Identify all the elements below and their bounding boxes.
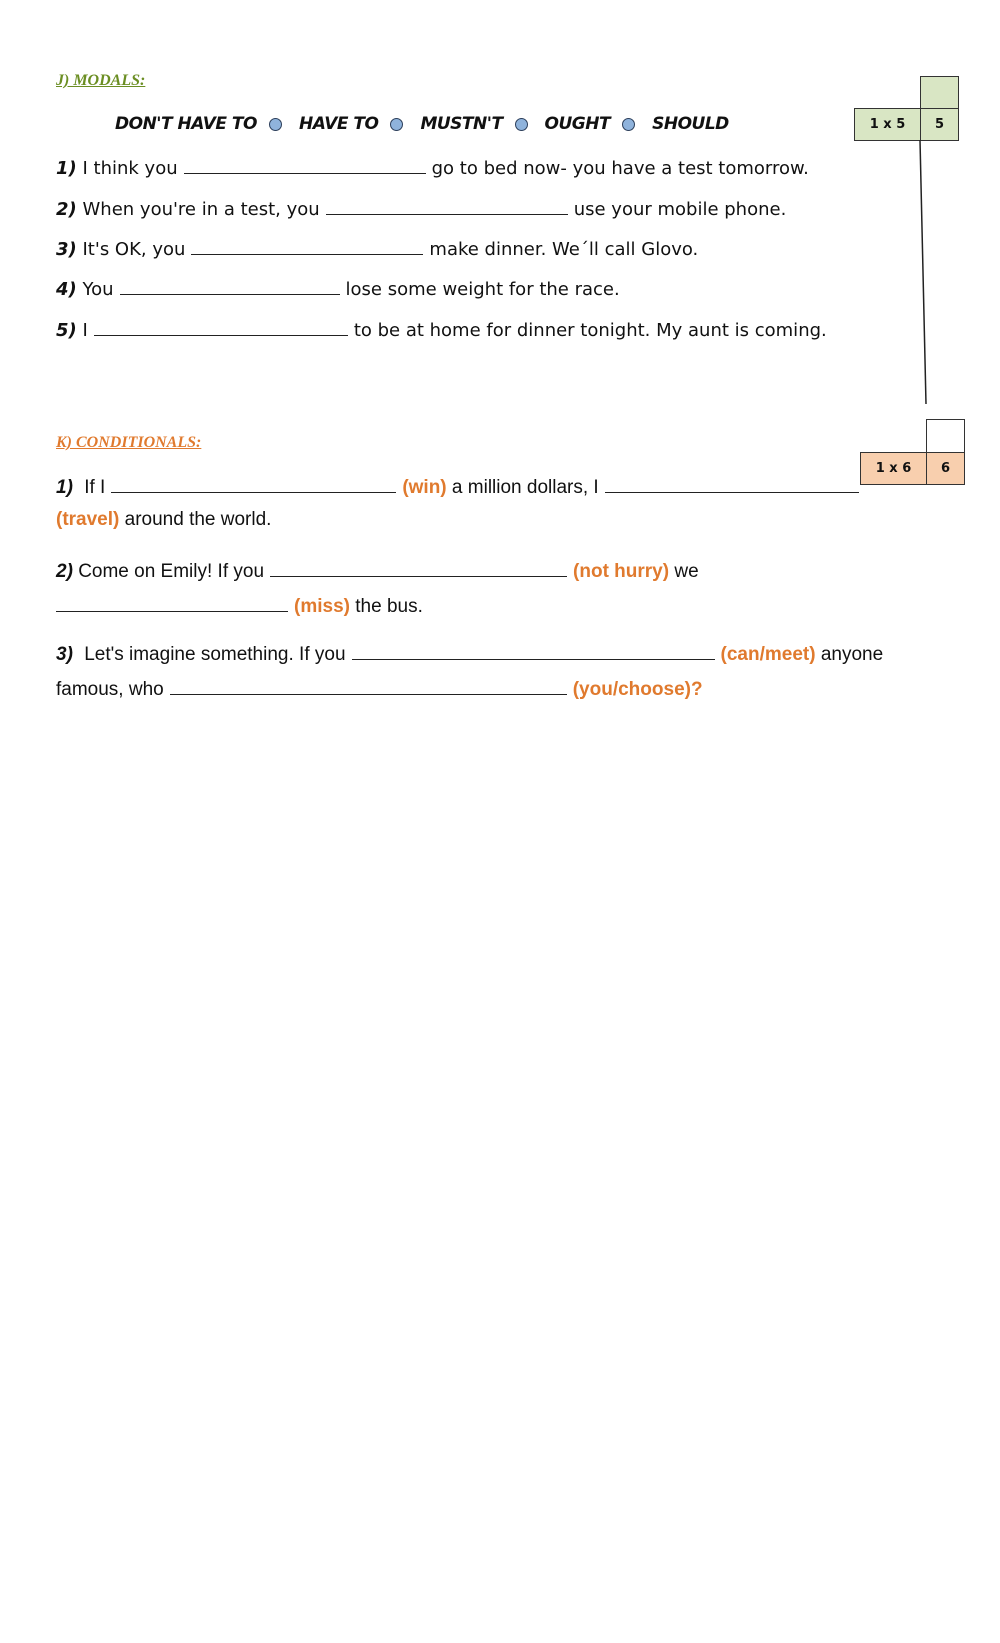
answer-blank[interactable] <box>605 474 859 493</box>
verb-prompt: (can/meet) <box>720 644 816 665</box>
question-text: we <box>674 561 699 582</box>
word-bank-item: HAVE TO <box>298 114 379 134</box>
answer-blank[interactable] <box>170 676 567 695</box>
answer-blank[interactable] <box>191 236 423 255</box>
conditionals-question-1-line-1 <box>56 474 865 499</box>
question-text: You <box>82 279 114 300</box>
question-text: When you're in a test, you <box>82 199 320 220</box>
question-text: Let's imagine something. If you <box>84 644 346 665</box>
bullet-dot-icon <box>390 118 403 131</box>
modals-question-5 <box>56 317 827 341</box>
question-text: around the world. <box>124 509 272 530</box>
conditionals-question-3-line-1 <box>56 641 883 666</box>
modals-score-value: 5 <box>920 108 959 141</box>
answer-blank[interactable] <box>120 276 340 295</box>
question-text: anyone <box>820 644 884 665</box>
bullet-dot-icon <box>622 118 635 131</box>
conditionals-question-1-line-2 <box>56 509 271 531</box>
word-bank <box>115 112 729 136</box>
conditionals-score-answer-box[interactable] <box>926 419 965 453</box>
modals-heading: J) MODALS: <box>56 72 146 89</box>
answer-blank[interactable] <box>94 317 348 336</box>
bullet-dot-icon <box>515 118 528 131</box>
question-number: 2) <box>56 561 73 582</box>
word-bank-item: OUGHT <box>544 114 611 134</box>
question-text: use your mobile phone. <box>573 199 787 220</box>
modals-question-2 <box>56 196 786 220</box>
answer-blank[interactable] <box>56 593 288 612</box>
conditionals-question-2-line-2 <box>56 593 423 618</box>
answer-blank[interactable] <box>184 155 426 174</box>
question-number: 3) <box>56 239 77 260</box>
verb-prompt: (travel) <box>56 509 120 530</box>
conditionals-heading: K) CONDITIONALS: <box>56 434 202 451</box>
question-text: to be at home for dinner tonight. My aunt is coming. <box>353 320 827 341</box>
verb-prompt: (you/choose)? <box>572 679 703 700</box>
modals-score-label: 1 x 5 <box>854 108 921 141</box>
word-bank-item: MUSTN'T <box>420 114 503 134</box>
modals-question-4 <box>56 276 620 300</box>
question-text: If I <box>84 477 106 498</box>
conditionals-question-3-line-2 <box>56 676 703 701</box>
answer-blank[interactable] <box>111 474 396 493</box>
question-number: 5) <box>56 320 77 341</box>
modals-question-3 <box>56 236 698 260</box>
question-text: It's OK, you <box>82 239 186 260</box>
question-text: I think you <box>82 158 178 179</box>
answer-blank[interactable] <box>270 558 567 577</box>
word-bank-item: SHOULD <box>652 114 729 134</box>
question-text: a million dollars, I <box>451 477 599 498</box>
answer-blank[interactable] <box>352 641 715 660</box>
question-text: make dinner. We´ll call Glovo. <box>429 239 699 260</box>
question-number: 4) <box>56 279 77 300</box>
question-text: Come on Emily! If you <box>78 561 265 582</box>
question-number: 3) <box>56 644 73 665</box>
question-text: the bus. <box>355 596 423 617</box>
modals-score-answer-box[interactable] <box>920 76 959 109</box>
conditionals-question-2-line-1 <box>56 558 699 583</box>
question-text: I <box>82 320 88 341</box>
bullet-dot-icon <box>269 118 282 131</box>
question-number: 2) <box>56 199 77 220</box>
question-number: 1) <box>56 158 77 179</box>
question-number: 1) <box>56 477 73 498</box>
vertical-divider-line <box>918 140 930 405</box>
conditionals-score-value: 6 <box>926 452 965 485</box>
conditionals-score-label: 1 x 6 <box>860 452 927 485</box>
verb-prompt: (miss) <box>294 596 350 617</box>
word-bank-item: DON'T HAVE TO <box>115 114 257 134</box>
answer-blank[interactable] <box>326 196 568 215</box>
question-text: famous, who <box>56 679 164 700</box>
question-text: lose some weight for the race. <box>345 279 620 300</box>
modals-question-1 <box>56 155 809 179</box>
question-text: go to bed now- you have a test tomorrow. <box>431 158 809 179</box>
verb-prompt: (win) <box>402 477 447 498</box>
verb-prompt: (not hurry) <box>573 561 670 582</box>
